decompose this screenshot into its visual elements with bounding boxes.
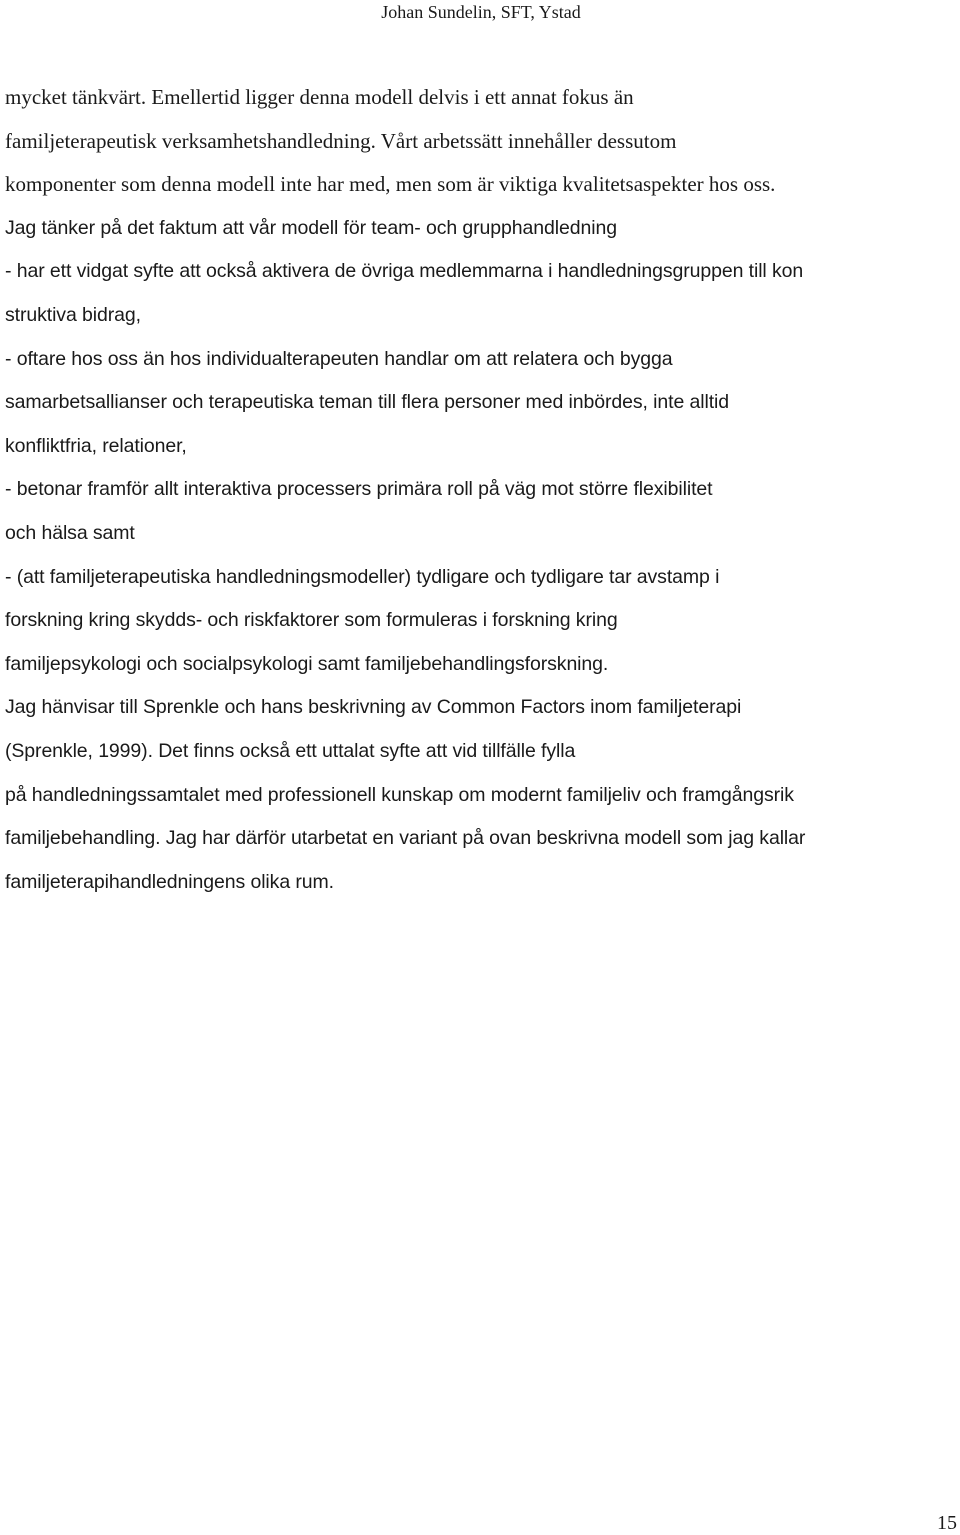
text-line: konfliktfria, relationer, — [5, 434, 187, 457]
page-number: 15 — [937, 1512, 957, 1534]
text-line: - har ett vidgat syfte att också aktivera de övriga medlemmarna i handledningsgruppen till kon — [5, 260, 804, 283]
text-line: på handledningssamtalet med professionell kunskap om modernt familjeliv och framgångsrik — [5, 783, 794, 806]
text-line: familjebehandling. Jag har därför utarbetat en variant på ovan beskrivna modell som jag kallar — [5, 827, 806, 850]
body-text — [5, 76, 960, 904]
text-line: forskning kring skydds- och riskfaktorer som formuleras i forskning kring — [5, 609, 618, 632]
text-line: familjeterapihandledningens olika rum. — [5, 870, 334, 893]
text-line: Jag hänvisar till Sprenkle och hans beskrivning av Common Factors inom familjeterapi — [5, 696, 742, 719]
text-line: mycket tänkvärt. Emellertid ligger denna modell delvis i ett annat fokus än — [5, 85, 634, 109]
text-line: familjepsykologi och socialpsykologi samt familjebehandlingsforskning. — [5, 652, 609, 675]
text-line: familjeterapeutisk verksamhetshandledning. Vårt arbetssätt innehåller dessutom — [5, 128, 677, 153]
text-line: - oftare hos oss än hos individualterapeuten handlar om att relatera och bygga — [5, 347, 673, 370]
header-text: Johan Sundelin, SFT, Ystad — [381, 2, 581, 22]
text-line: samarbetsallianser och terapeutiska teman till flera personer med inbördes, inte alltid — [5, 391, 730, 414]
text-line: Jag tänker på det faktum att vår modell för team- och grupphandledning — [5, 216, 617, 239]
text-line: och hälsa samt — [5, 521, 135, 544]
text-line: - (att familjeterapeutiska handledningsmodeller) tydligare och tydligare tar avstamp i — [5, 565, 720, 588]
running-header — [0, 0, 960, 24]
text-line: komponenter som denna modell inte har med, men som är viktiga kvalitetsaspekter hos oss. — [5, 172, 776, 197]
text-line: (Sprenkle, 1999). Det finns också ett uttalat syfte att vid tillfälle fylla — [5, 739, 576, 762]
text-line: struktiva bidrag, — [5, 303, 141, 326]
text-line: - betonar framför allt interaktiva processers primära roll på väg mot större flexibilitet — [5, 478, 713, 501]
